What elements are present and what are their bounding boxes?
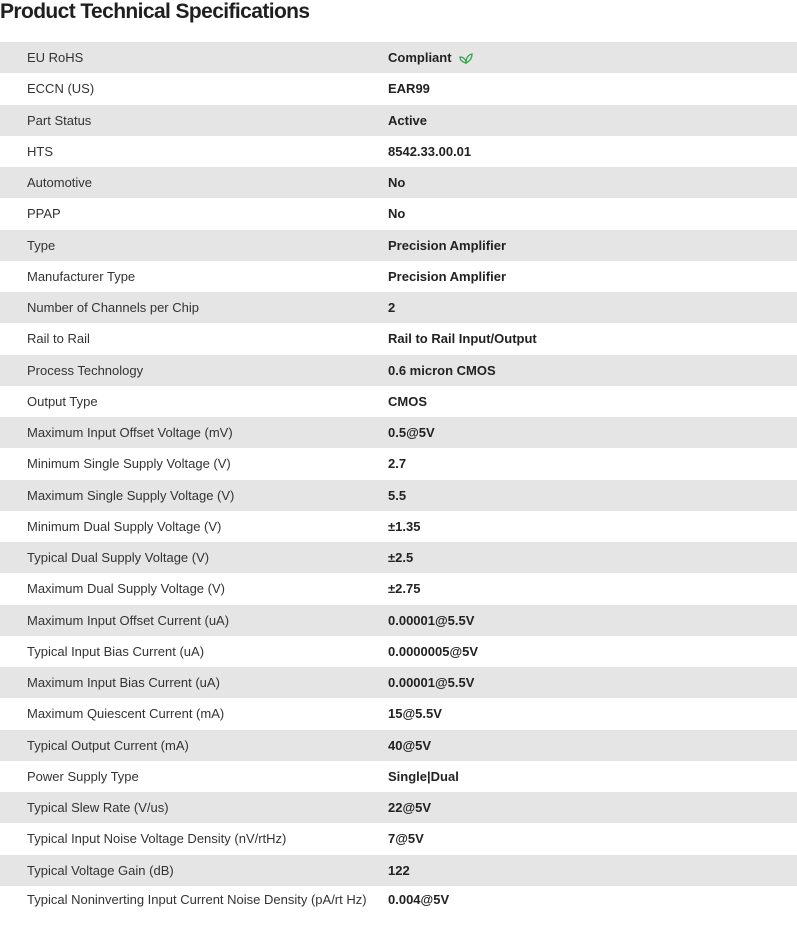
spec-table <box>0 42 797 930</box>
spec-label: EU RoHS <box>27 50 84 66</box>
spec-label: PPAP <box>27 206 61 222</box>
spec-value: 40@5V <box>388 737 432 753</box>
spec-value: No <box>388 206 406 222</box>
spec-label: Automotive <box>27 175 93 191</box>
spec-row-hts <box>0 136 797 167</box>
spec-label: Process Technology <box>27 362 144 378</box>
spec-row-eccn <box>0 73 797 104</box>
leaf-icon <box>459 52 473 64</box>
spec-label: Maximum Quiescent Current (mA) <box>27 706 225 722</box>
spec-value: EAR99 <box>388 81 430 97</box>
spec-row-max-input-bias-current <box>0 667 797 698</box>
spec-value-text: Compliant <box>388 50 452 66</box>
spec-label: Typical Voltage Gain (dB) <box>27 862 174 878</box>
spec-row-max-input-offset-voltage <box>0 417 797 448</box>
spec-value: Precision Amplifier <box>388 268 506 284</box>
spec-row-typ-input-bias-current <box>0 636 797 667</box>
spec-row-rail-to-rail <box>0 323 797 354</box>
spec-value <box>388 50 473 65</box>
spec-label: HTS <box>27 143 53 159</box>
spec-row-typ-current-noise-density <box>0 886 797 930</box>
spec-value: ±1.35 <box>388 518 421 534</box>
spec-row-output-type <box>0 386 797 417</box>
spec-value: 2 <box>388 300 396 316</box>
spec-label: Maximum Single Supply Voltage (V) <box>27 487 235 503</box>
spec-label: Part Status <box>27 112 92 128</box>
page-title: Product Technical Specifications <box>0 0 310 23</box>
spec-value: Single|Dual <box>388 768 459 784</box>
spec-row-typ-output-current <box>0 730 797 761</box>
spec-label: Type <box>27 237 56 253</box>
spec-value: 0.00001@5.5V <box>388 612 475 628</box>
spec-label: Power Supply Type <box>27 768 139 784</box>
spec-row-type <box>0 230 797 261</box>
spec-value: 0.00001@5.5V <box>388 675 475 691</box>
spec-value: 7@5V <box>388 831 424 847</box>
spec-value: ±2.5 <box>388 550 414 566</box>
spec-value: 0.0000005@5V <box>388 643 479 659</box>
spec-value: 15@5.5V <box>388 706 442 722</box>
spec-label: Maximum Input Offset Current (uA) <box>27 612 230 628</box>
spec-label: Typical Input Noise Voltage Density (nV/rtHz) <box>27 831 287 847</box>
spec-row-typ-input-noise-voltage <box>0 823 797 854</box>
spec-row-min-dual-supply <box>0 511 797 542</box>
spec-row-process-technology <box>0 355 797 386</box>
spec-label: Rail to Rail <box>27 331 90 347</box>
spec-row-typ-slew-rate <box>0 792 797 823</box>
spec-value: 122 <box>388 862 410 878</box>
spec-row-max-single-supply <box>0 480 797 511</box>
spec-value: 0.6 micron CMOS <box>388 362 496 378</box>
spec-label: Typical Input Bias Current (uA) <box>27 643 205 659</box>
spec-value: 8542.33.00.01 <box>388 143 472 159</box>
spec-row-ppap <box>0 198 797 229</box>
spec-row-max-quiescent-current <box>0 698 797 729</box>
spec-label: Maximum Dual Supply Voltage (V) <box>27 581 225 597</box>
spec-label: Maximum Input Bias Current (uA) <box>27 675 220 691</box>
spec-row-manufacturer-type <box>0 261 797 292</box>
spec-value: Rail to Rail Input/Output <box>388 331 537 347</box>
spec-label: Typical Output Current (mA) <box>27 737 189 753</box>
spec-value: ±2.75 <box>388 581 421 597</box>
spec-label: Minimum Single Supply Voltage (V) <box>27 456 231 472</box>
spec-value: 0.004@5V <box>388 891 450 907</box>
spec-row-typ-dual-supply <box>0 542 797 573</box>
spec-row-automotive <box>0 167 797 198</box>
spec-value: 5.5 <box>388 487 407 503</box>
spec-label: Number of Channels per Chip <box>27 300 199 316</box>
spec-label: Typical Noninverting Input Current Noise Density (pA/rt Hz) <box>27 891 367 907</box>
spec-value: CMOS <box>388 393 427 409</box>
spec-row-power-supply-type <box>0 761 797 792</box>
spec-row-min-single-supply <box>0 448 797 479</box>
spec-value: 2.7 <box>388 456 407 472</box>
spec-label: ECCN (US) <box>27 81 95 97</box>
spec-label: Manufacturer Type <box>27 268 136 284</box>
spec-row-eu-rohs <box>0 42 797 73</box>
spec-value: No <box>388 175 406 191</box>
spec-row-channels <box>0 292 797 323</box>
spec-value: 22@5V <box>388 800 432 816</box>
spec-row-max-dual-supply <box>0 573 797 604</box>
spec-row-max-input-offset-current <box>0 605 797 636</box>
spec-label: Typical Dual Supply Voltage (V) <box>27 550 210 566</box>
spec-value: Precision Amplifier <box>388 237 506 253</box>
spec-label: Maximum Input Offset Voltage (mV) <box>27 425 233 441</box>
spec-label: Minimum Dual Supply Voltage (V) <box>27 518 222 534</box>
spec-value: Active <box>388 112 428 128</box>
spec-row-typ-voltage-gain <box>0 855 797 886</box>
spec-label: Output Type <box>27 393 98 409</box>
spec-value: 0.5@5V <box>388 425 435 441</box>
spec-label: Typical Slew Rate (V/us) <box>27 800 169 816</box>
spec-row-part-status <box>0 105 797 136</box>
